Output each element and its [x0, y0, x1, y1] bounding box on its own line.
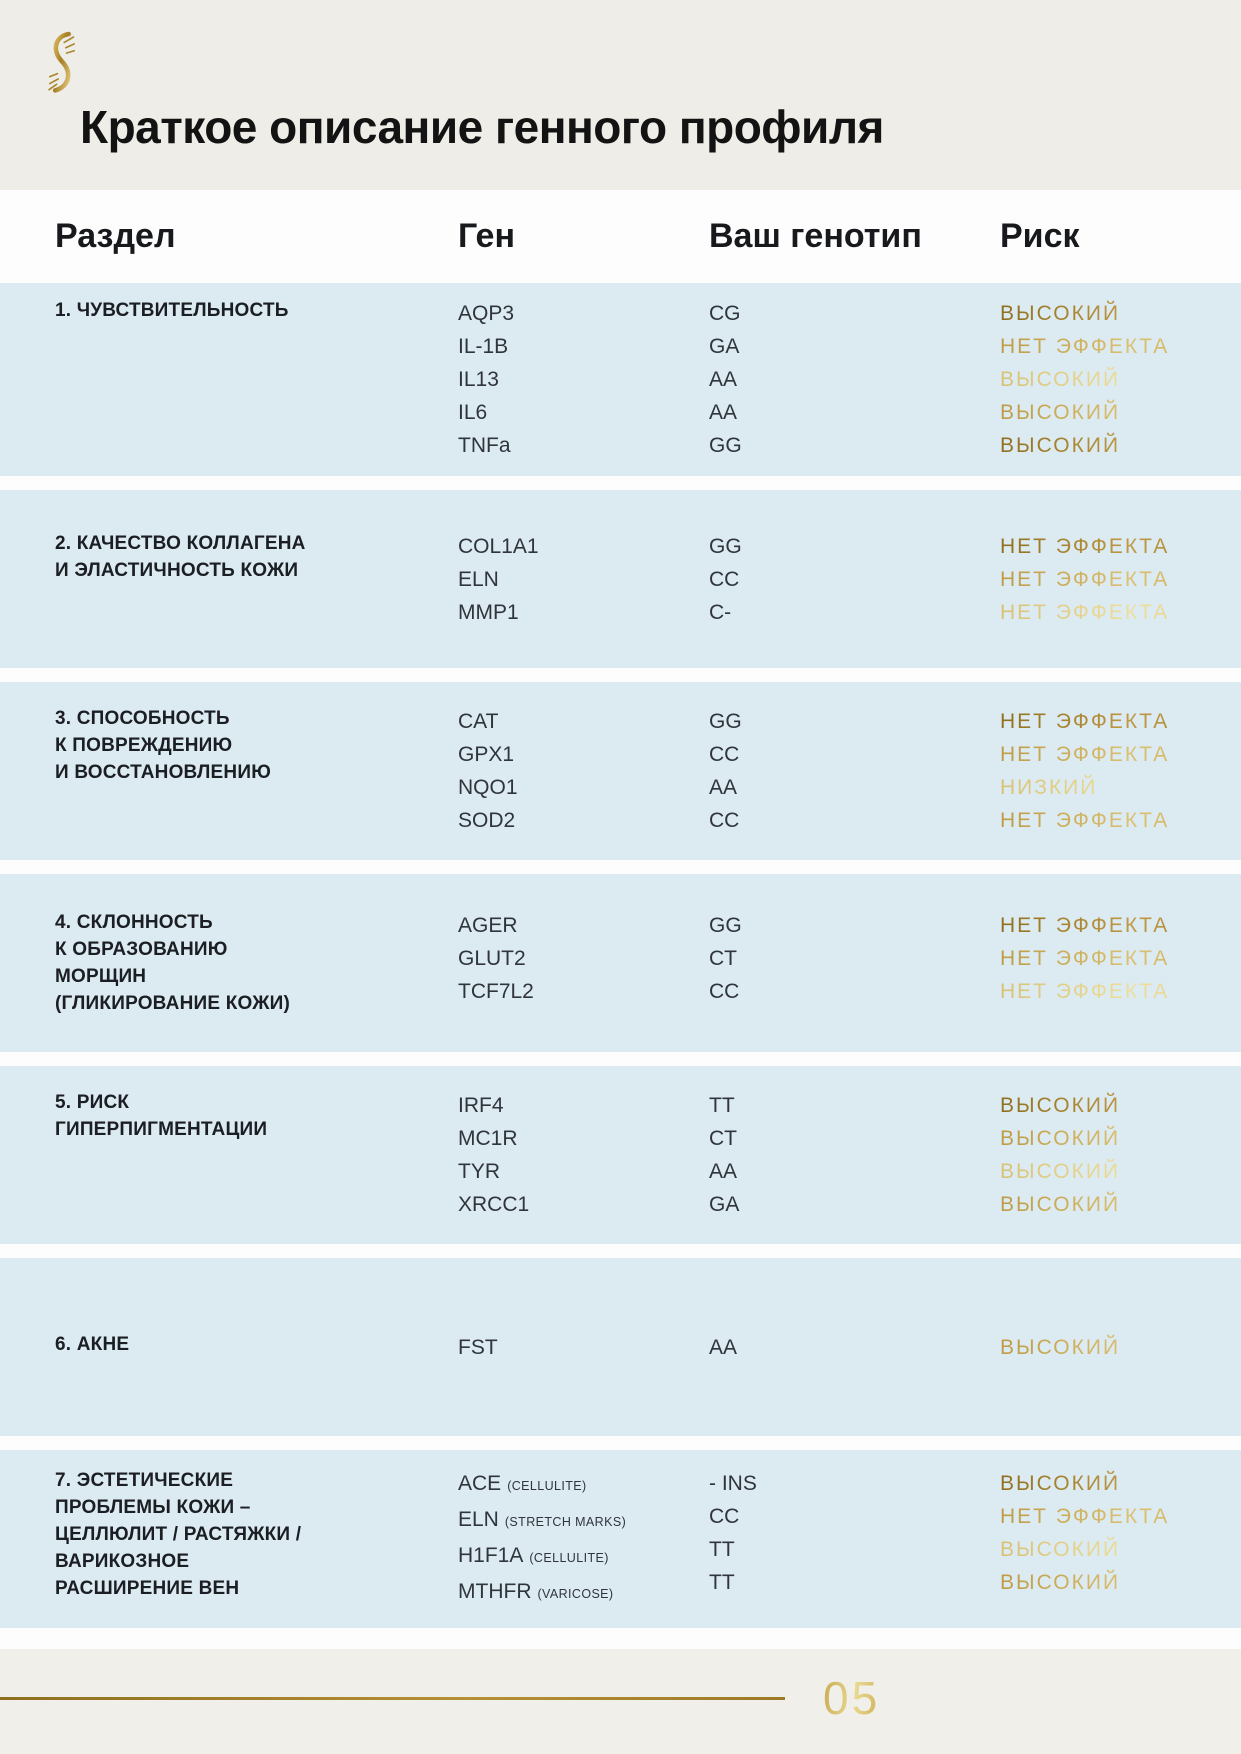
risk-list	[1000, 909, 1241, 1008]
genotype-list	[709, 705, 1000, 837]
genotype-value: CC	[709, 1505, 740, 1528]
genotype-value: GG	[709, 534, 742, 558]
section-label	[55, 1089, 458, 1143]
gene-list	[458, 705, 709, 837]
risk-value: ВЫСОКИЙ	[1000, 1155, 1241, 1188]
risk-value: НИЗКИЙ	[1000, 771, 1241, 804]
gene-note: (VARICOSE)	[537, 1587, 614, 1601]
gene-name: ACE (CELLULITE)	[458, 1472, 587, 1495]
risk-value: НЕТ ЭФФЕКТА	[1000, 1500, 1241, 1533]
genotype-value: CC	[709, 980, 740, 1003]
risk-value: ВЫСОКИЙ	[1000, 1122, 1241, 1155]
genotype-value: AA	[709, 776, 738, 799]
gene-name: GLUT2	[458, 947, 526, 970]
genotype-value: - INS	[709, 1472, 757, 1495]
gene-name: IL-1B	[458, 335, 509, 358]
gene-name: FST	[458, 1335, 498, 1359]
col-header-section: Раздел	[55, 217, 176, 255]
profile-section-row	[0, 1066, 1241, 1244]
genotype-value: C-	[709, 600, 732, 624]
risk-list	[1000, 530, 1241, 629]
col-header-genotype: Ваш генотип	[709, 217, 922, 255]
section-label-line: И ЭЛАСТИЧНОСТЬ КОЖИ	[55, 559, 299, 581]
genotype-value: GA	[709, 335, 740, 358]
profile-section-row	[0, 1258, 1241, 1436]
section-label	[55, 1331, 458, 1358]
section-label-line: ВАРИКОЗНОЕ	[55, 1551, 190, 1572]
risk-value: НЕТ ЭФФЕКТА	[1000, 530, 1241, 563]
section-label-line: 3. СПОСОБНОСТЬ	[55, 708, 230, 729]
gene-list	[458, 1089, 709, 1221]
risk-value: НЕТ ЭФФЕКТА	[1000, 563, 1241, 596]
page-header	[0, 0, 1241, 190]
col-header-risk: Риск	[1000, 217, 1080, 255]
gene-name: COL1A1	[458, 534, 539, 558]
risk-value: НЕТ ЭФФЕКТА	[1000, 942, 1241, 975]
genotype-value: CC	[709, 743, 740, 766]
section-label	[55, 530, 458, 584]
gene-name: AGER	[458, 914, 518, 937]
section-label	[55, 297, 458, 324]
gene-note: (CELLULITE)	[507, 1479, 587, 1493]
section-label-line: 7. ЭСТЕТИЧЕСКИЕ	[55, 1470, 234, 1491]
section-label	[55, 705, 458, 786]
risk-value: НЕТ ЭФФЕКТА	[1000, 705, 1241, 738]
gene-name: SOD2	[458, 809, 516, 832]
risk-value: ВЫСОКИЙ	[1000, 1089, 1241, 1122]
gene-name: IL13	[458, 368, 499, 391]
footer-divider	[0, 1697, 785, 1700]
dna-helix-icon	[46, 30, 78, 101]
page-footer	[0, 1649, 1241, 1754]
page-number: 05	[823, 1672, 881, 1724]
risk-value: ВЫСОКИЙ	[1000, 396, 1241, 429]
section-label-line: РАСШИРЕНИЕ ВЕН	[55, 1578, 240, 1599]
genotype-value: AA	[709, 1160, 738, 1183]
gene-name: TNFa	[458, 434, 511, 457]
gene-name: MTHFR (VARICOSE)	[458, 1580, 614, 1603]
risk-value: ВЫСОКИЙ	[1000, 1467, 1241, 1500]
gene-list	[458, 909, 709, 1008]
risk-value: НЕТ ЭФФЕКТА	[1000, 909, 1241, 942]
genotype-list	[709, 1331, 1000, 1364]
risk-list	[1000, 1331, 1241, 1364]
table-header-row	[0, 190, 1241, 283]
risk-list	[1000, 1089, 1241, 1221]
risk-value: ВЫСОКИЙ	[1000, 297, 1241, 330]
risk-value: НЕТ ЭФФЕКТА	[1000, 975, 1241, 1008]
genotype-value: GG	[709, 914, 742, 937]
profile-section-row	[0, 490, 1241, 668]
profile-section-row	[0, 682, 1241, 860]
gene-name: NQO1	[458, 776, 518, 799]
section-label	[55, 1467, 458, 1602]
genotype-list	[709, 909, 1000, 1008]
gene-name: IRF4	[458, 1094, 504, 1117]
genotype-value: GG	[709, 710, 742, 733]
section-label-line: 6. АКНЕ	[55, 1333, 130, 1355]
gene-list	[458, 1467, 709, 1611]
genotype-value: CT	[709, 947, 737, 970]
page-title: Краткое описание генного профиля	[80, 101, 884, 153]
section-label-line: 2. КАЧЕСТВО КОЛЛАГЕНА	[55, 532, 306, 554]
section-label-line: ЦЕЛЛЮЛИТ / РАСТЯЖКИ /	[55, 1524, 302, 1545]
gene-name: GPX1	[458, 743, 515, 766]
risk-value: ВЫСОКИЙ	[1000, 1566, 1241, 1599]
genotype-list	[709, 530, 1000, 629]
risk-list	[1000, 1467, 1241, 1599]
gene-name: AQP3	[458, 302, 515, 325]
risk-value: ВЫСОКИЙ	[1000, 1331, 1241, 1364]
genotype-value: GG	[709, 434, 742, 457]
gene-list	[458, 1331, 709, 1364]
genotype-value: CG	[709, 302, 741, 325]
section-label-line: К ПОВРЕЖДЕНИЮ	[55, 735, 233, 756]
profile-section-row	[0, 874, 1241, 1052]
risk-value: ВЫСОКИЙ	[1000, 1533, 1241, 1566]
gene-name: TCF7L2	[458, 980, 534, 1003]
gene-name: TYR	[458, 1160, 500, 1183]
footer-spacer	[0, 1628, 1241, 1649]
risk-value: НЕТ ЭФФЕКТА	[1000, 596, 1241, 629]
gene-name: MC1R	[458, 1127, 518, 1150]
risk-list	[1000, 297, 1241, 462]
section-label-line: К ОБРАЗОВАНИЮ	[55, 939, 228, 960]
genotype-value: AA	[709, 401, 738, 424]
section-label-line: 5. РИСК	[55, 1092, 130, 1113]
gene-note: (STRETCH MARKS)	[504, 1515, 627, 1529]
risk-value: НЕТ ЭФФЕКТА	[1000, 330, 1241, 363]
risk-value: НЕТ ЭФФЕКТА	[1000, 738, 1241, 771]
risk-value: ВЫСОКИЙ	[1000, 429, 1241, 462]
gene-list	[458, 297, 709, 462]
genotype-value: GA	[709, 1193, 740, 1216]
section-label-line: ГИПЕРПИГМЕНТАЦИИ	[55, 1119, 268, 1140]
risk-value: ВЫСОКИЙ	[1000, 363, 1241, 396]
gene-name: CAT	[458, 710, 499, 733]
gene-list	[458, 530, 709, 629]
gene-name: H1F1A (CELLULITE)	[458, 1544, 609, 1567]
genotype-value: TT	[709, 1571, 735, 1594]
section-label-line: И ВОССТАНОВЛЕНИЮ	[55, 762, 271, 783]
risk-list	[1000, 705, 1241, 837]
col-header-gene: Ген	[458, 217, 515, 255]
section-label-line: 4. СКЛОННОСТЬ	[55, 912, 213, 933]
genotype-value: CT	[709, 1127, 737, 1150]
section-label	[55, 909, 458, 1017]
profile-section-row	[0, 283, 1241, 476]
genotype-value: CC	[709, 809, 740, 832]
section-label-line: (ГЛИКИРОВАНИЕ КОЖИ)	[55, 993, 290, 1014]
genotype-list	[709, 1467, 1000, 1599]
risk-value: ВЫСОКИЙ	[1000, 1188, 1241, 1221]
genotype-value: TT	[709, 1094, 735, 1117]
profile-section-row	[0, 1450, 1241, 1628]
gene-note: (CELLULITE)	[529, 1551, 609, 1565]
section-label-line: МОРЩИН	[55, 966, 147, 987]
genotype-value: TT	[709, 1538, 735, 1561]
gene-name: ELN	[458, 567, 499, 591]
genotype-list	[709, 297, 1000, 462]
section-list	[0, 283, 1241, 1628]
genotype-value: CC	[709, 567, 740, 591]
genotype-list	[709, 1089, 1000, 1221]
gene-name: MMP1	[458, 600, 519, 624]
gene-name: IL6	[458, 401, 488, 424]
gene-name: XRCC1	[458, 1193, 530, 1216]
risk-value: НЕТ ЭФФЕКТА	[1000, 804, 1241, 837]
genotype-value: AA	[709, 368, 738, 391]
section-label-line: 1. ЧУВСТВИТЕЛЬНОСТЬ	[55, 300, 289, 321]
genotype-value: AA	[709, 1335, 738, 1359]
gene-name: ELN (STRETCH MARKS)	[458, 1508, 627, 1531]
section-label-line: ПРОБЛЕМЫ КОЖИ –	[55, 1497, 251, 1518]
gene-profile-table	[0, 190, 1241, 1628]
